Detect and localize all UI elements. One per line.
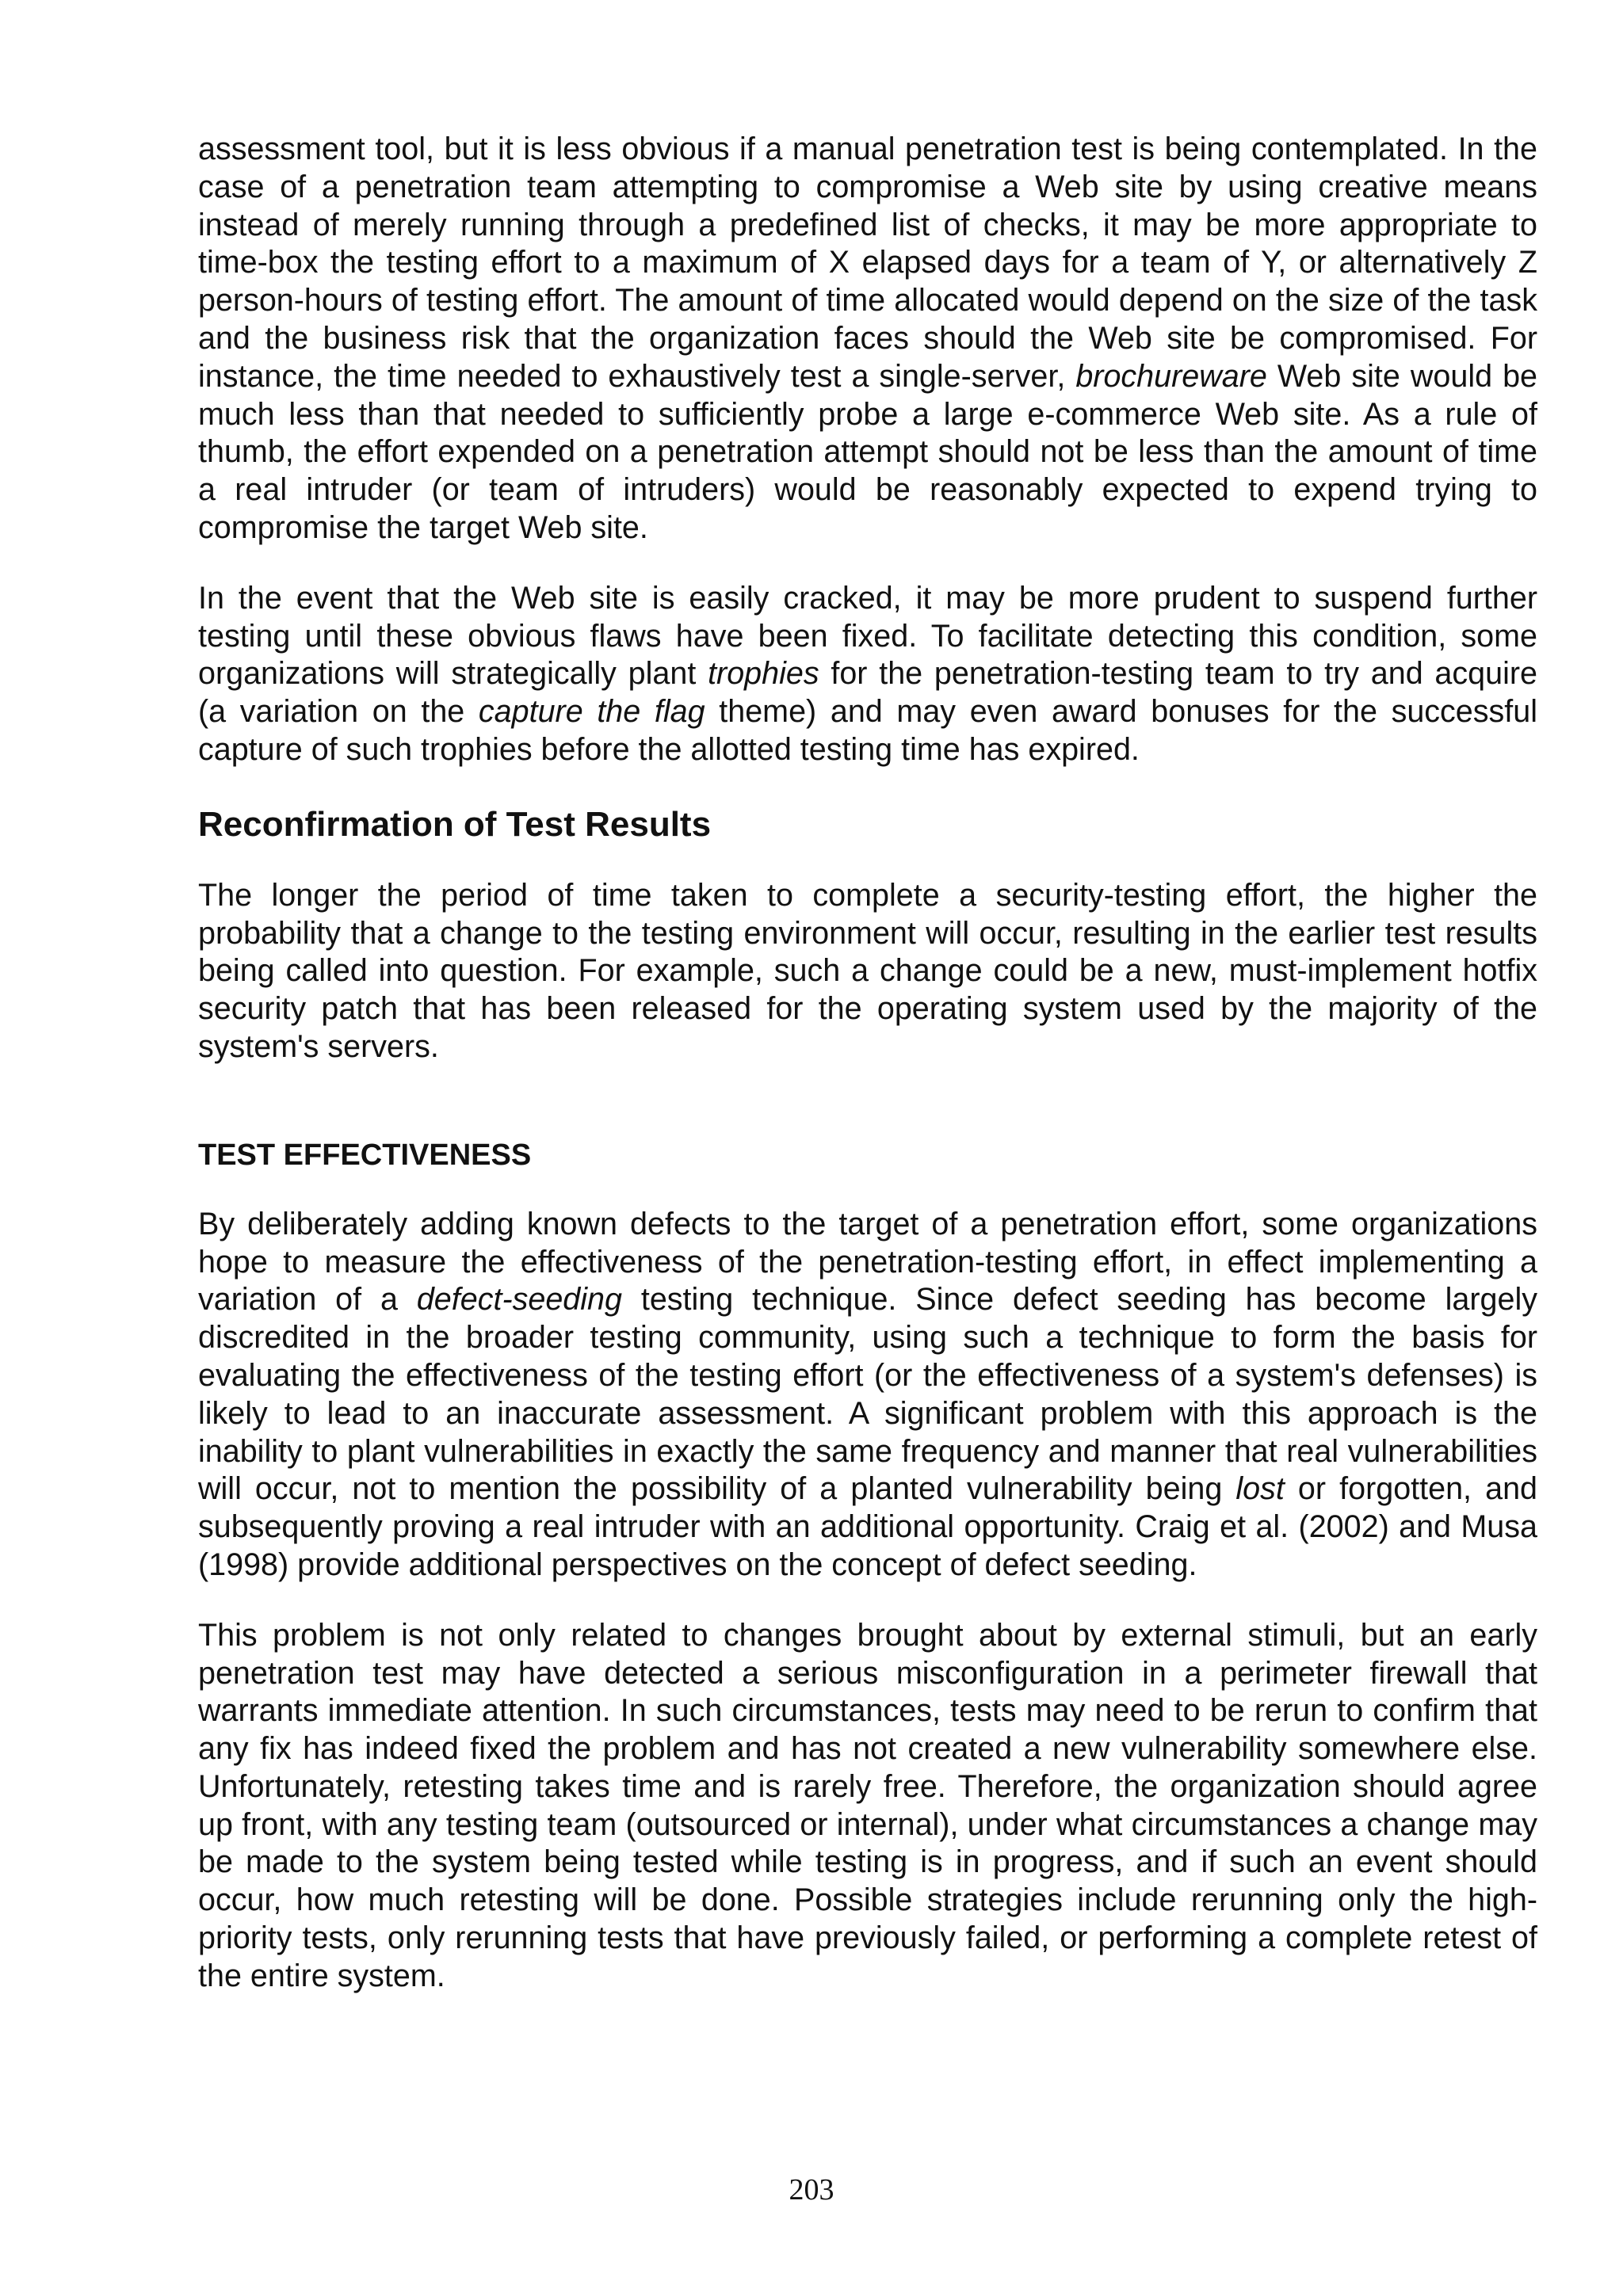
- paragraph-time-box: assessment tool, but it is less obvious if a manual penetration test is being contemplated. In the case of a penetration team attempting to compromise a Web site by using creative means instead of merely running through a predefined list of checks, it may be more appropriate to time-box the testing effort to a maximum of X elapsed days for a team of Y, or alternatively Z person-hours of testing effort. The amount of time allocated would depend on the size of the task and the business risk that the organization faces should the Web site be compromised. For instance, the time needed to exhaustively test a single-server, brochureware Web site would be much less than that needed to sufficiently probe a large e-commerce Web site. As a rule of thumb, the effort expended on a penetration attempt should not be less than the amount of time a real intruder (or team of intruders) would be reasonably expected to expend trying to compromise the target Web site.: [198, 132, 1538, 545]
- section-heading-reconfirmation: Reconfirmation of Test Results: [198, 804, 712, 844]
- section-heading-test-effectiveness: TEST EFFECTIVENESS: [198, 1138, 532, 1172]
- emphasis-trophies: trophies: [708, 656, 819, 692]
- paragraph-trophies: In the event that the Web site is easily cracked, it may be more prudent to suspend further testing until these obvious flaws have been fixed. To facilitate detecting this condition, some organizations will strategically plant trophies for the penetration-testing team to try and acquire (a variation on the capture the flag theme) and may even award bonuses for the successful capture of such trophies before the allotted testing time has expired.: [198, 580, 1537, 767]
- emphasis-capture-the-flag: capture the flag: [478, 694, 705, 730]
- document-page: [198, 131, 1537, 1996]
- emphasis-brochureware: brochureware: [1075, 358, 1267, 394]
- paragraph-retesting: This problem is not only related to changes brought about by external stimuli, but an early penetration test may have detected a serious misconfiguration in a perimeter firewall that warrants immediate attention. In such circumstances, tests may need to be rerun to confirm that any fix has indeed fixed the problem and has not created a new vulnerability somewhere else. Unfortunately, retesting takes time and is rarely free. Therefore, the organization should agree up front, with any testing team (outsourced or internal), under what circumstances a change may be made to the system being tested while testing is in progress, and if such an event should occur, how much retesting will be done. Possible strategies include rerunning only the high-priority tests, only rerunning tests that have previously failed, or performing a complete retest of the entire system.: [198, 1617, 1537, 1993]
- emphasis-defect-seeding: defect-seeding: [416, 1282, 622, 1318]
- emphasis-lost: lost: [1235, 1471, 1285, 1507]
- paragraph-defect-seeding: By deliberately adding known defects to the target of a penetration effort, some organizations hope to measure the effectiveness of the penetration-testing effort, in effect implementing a variation of a defect-seeding testing technique. Since defect seeding has become largely discredited in the broader testing community, using such a technique to form the basis for evaluating the effectiveness of the testing effort (or the effectiveness of a system's defenses) is likely to lead to an inaccurate assessment. A significant problem with this approach is the inability to plant vulnerabilities in exactly the same frequency and manner that real vulnerabilities will occur, not to mention the possibility of a planted vulnerability being lost or forgotten, and subsequently proving a real intruder with an additional opportunity. Craig et al. (2002) and Musa (1998) provide additional perspectives on the concept of defect seeding.: [198, 1206, 1538, 1582]
- page-number: 203: [789, 2173, 834, 2206]
- paragraph-reconfirmation: The longer the period of time taken to complete a security-testing effort, the higher the probability that a change to the testing environment will occur, resulting in the earlier test results being called into question. For example, such a change could be a new, must-implement hotfix security patch that has been released for the operating system used by the majority of the system's servers.: [198, 877, 1537, 1064]
